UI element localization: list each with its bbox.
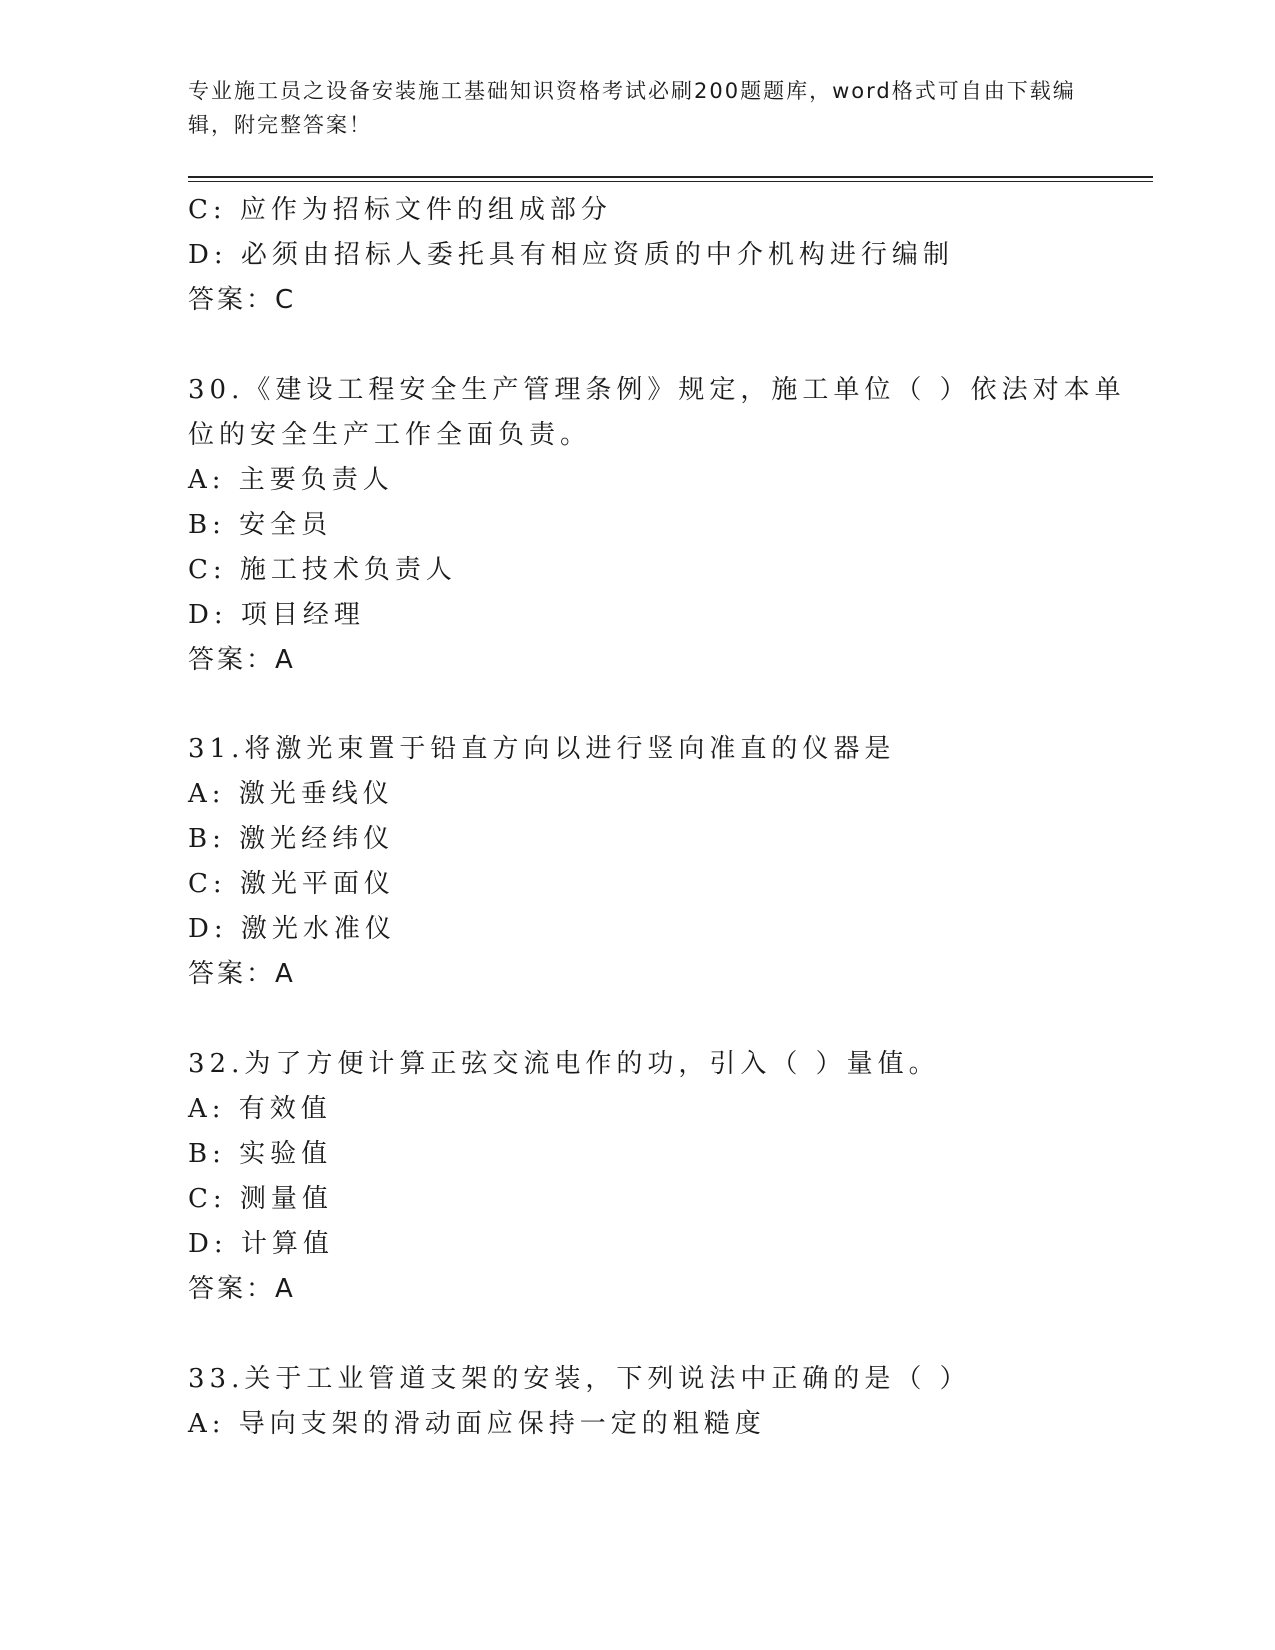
answer-line: 答案：A	[188, 1274, 296, 1304]
option-line: A: 导向支架的滑动面应保持一定的粗糙度	[188, 1409, 766, 1439]
question-text: 30.《建设工程安全生产管理条例》规定，施工单位（ ）依法对本单	[188, 375, 1126, 405]
question-text: 33.关于工业管道支架的安装，下列说法中正确的是（ ）	[188, 1364, 971, 1394]
answer-line: 答案：C	[188, 285, 297, 315]
option-line: C: 测量值	[188, 1184, 333, 1214]
option-line: D: 项目经理	[188, 600, 365, 630]
question-text: 位的安全生产工作全面负责。	[188, 420, 592, 450]
document-header: 专业施工员之设备安装施工基础知识资格考试必刷200题题库，word格式可自由下载编辑，附完整答案！	[188, 79, 1076, 137]
header-rule-bottom	[188, 181, 1153, 182]
option-line: C: 施工技术负责人	[188, 555, 457, 585]
option-line: A: 激光垂线仪	[188, 779, 394, 809]
option-line: C: 应作为招标文件的组成部分	[188, 195, 612, 225]
option-line: B: 激光经纬仪	[188, 824, 395, 854]
header-rule-top	[188, 176, 1153, 178]
option-line: D: 计算值	[188, 1229, 334, 1259]
question-text: 31.将激光束置于铅直方向以进行竖向准直的仪器是	[188, 734, 896, 764]
answer-line: 答案：A	[188, 959, 296, 989]
question-text: 32.为了方便计算正弦交流电作的功，引入（ ）量值。	[188, 1049, 940, 1079]
option-line: D: 激光水准仪	[188, 914, 396, 944]
option-line: D: 必须由招标人委托具有相应资质的中介机构进行编制	[188, 240, 954, 270]
answer-line: 答案：A	[188, 645, 296, 675]
option-line: B: 安全员	[188, 510, 333, 540]
option-line: B: 实验值	[188, 1139, 333, 1169]
option-line: A: 主要负责人	[188, 465, 394, 495]
option-line: A: 有效值	[188, 1094, 332, 1124]
option-line: C: 激光平面仪	[188, 869, 395, 899]
